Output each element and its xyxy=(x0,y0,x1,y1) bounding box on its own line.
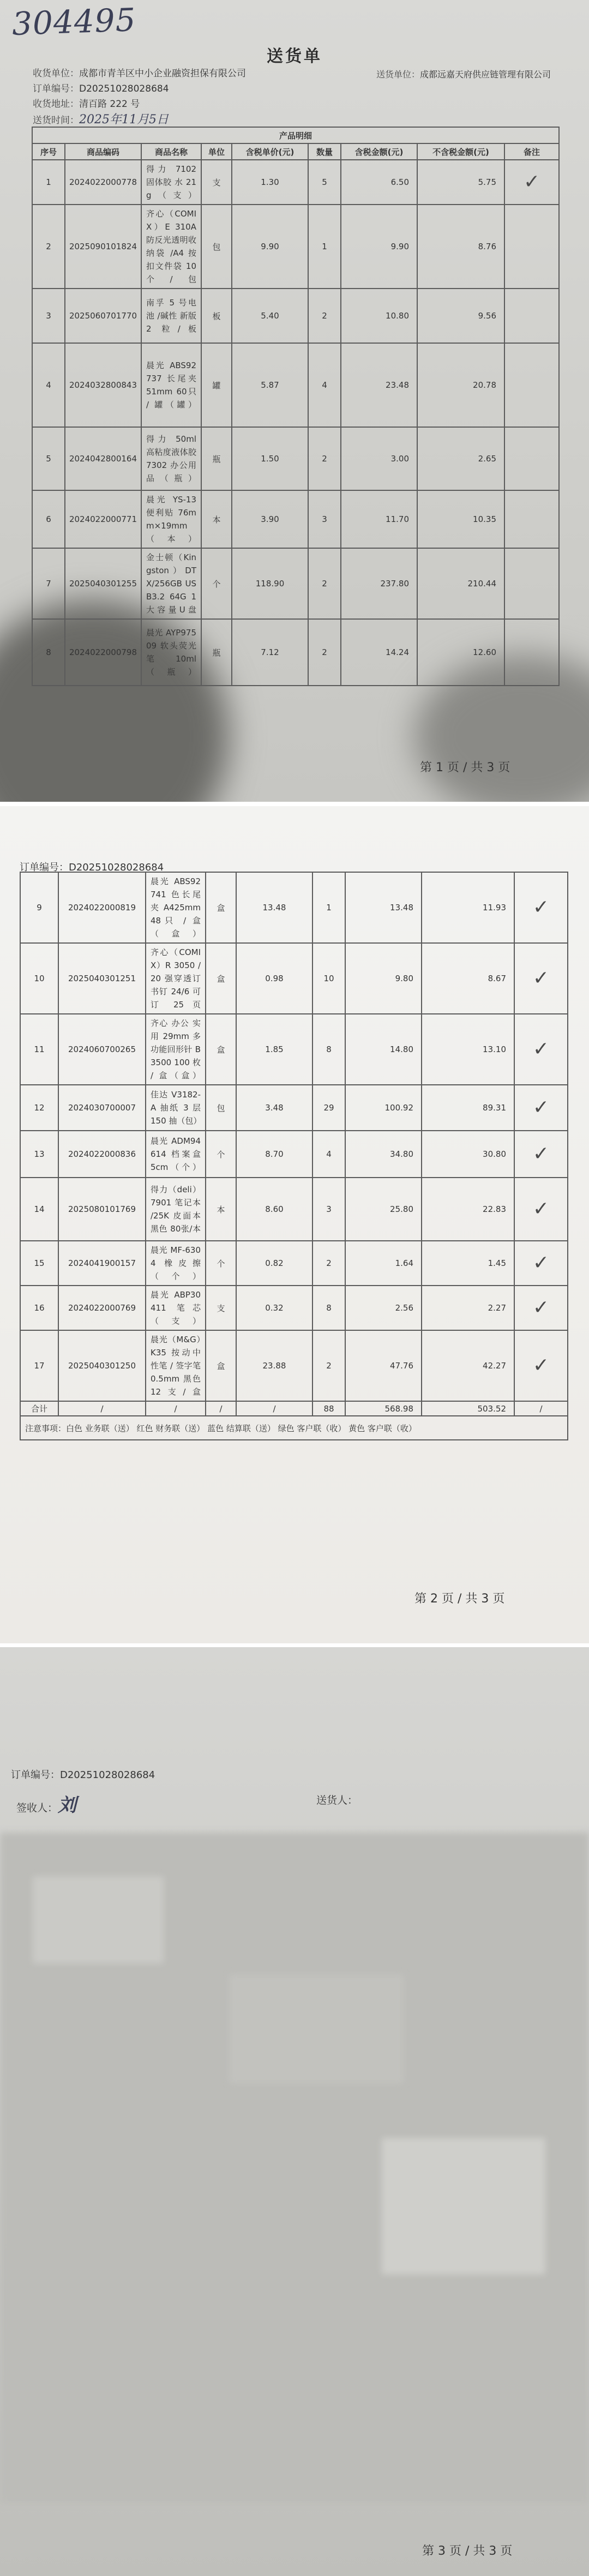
row-amount: 1.64 xyxy=(345,1241,422,1286)
row-remark xyxy=(504,619,559,686)
customer-name: 成都市青羊区中小企业融资担保有限公司 xyxy=(79,68,246,79)
row-code: 2024030700007 xyxy=(58,1085,146,1131)
row-unit: 盒 xyxy=(206,943,236,1014)
row-remark xyxy=(504,205,559,289)
row-net: 30.80 xyxy=(422,1131,514,1178)
col-header-no: 序号 xyxy=(32,143,65,160)
row-unit: 本 xyxy=(201,490,232,548)
row-price: 7.12 xyxy=(232,619,308,686)
supplier-line xyxy=(376,68,551,80)
col-header-net: 不含税金额(元) xyxy=(417,143,504,160)
row-no: 5 xyxy=(32,427,65,490)
row-code: 2024022000836 xyxy=(58,1131,146,1178)
row-price: 23.88 xyxy=(236,1330,312,1401)
row-remark: ✓ xyxy=(514,1014,568,1085)
order-label: 订单编号： xyxy=(33,83,79,94)
row-amount: 10.80 xyxy=(341,289,417,343)
row-unit: 支 xyxy=(206,1286,236,1330)
row-name: 得力 50ml 高粘度液体胶 7302 办公用品（瓶） xyxy=(141,427,201,490)
table-row xyxy=(32,548,559,619)
row-price: 8.60 xyxy=(236,1178,312,1241)
row-amount: 14.24 xyxy=(341,619,417,686)
row-net: 89.31 xyxy=(422,1085,514,1131)
row-amount: 14.80 xyxy=(345,1014,422,1085)
row-unit: 个 xyxy=(201,548,232,619)
receiver-label: 签收人： xyxy=(16,1802,58,1814)
row-price: 1.30 xyxy=(232,160,308,205)
row-net: 10.35 xyxy=(417,490,504,548)
notes-row: 注意事项：白色 业务联（送） 红色 财务联（送） 蓝色 结算联（送） 绿色 客户联（收） 黄色 客户联（收） xyxy=(20,1416,568,1440)
row-remark: ✓ xyxy=(514,1178,568,1241)
row-no: 14 xyxy=(20,1178,58,1241)
row-no: 15 xyxy=(20,1241,58,1286)
row-no: 11 xyxy=(20,1014,58,1085)
row-name: 晨光 YS-13 便利贴 76mm×19mm（本） xyxy=(141,490,201,548)
row-code: 2024022000819 xyxy=(58,872,146,943)
row-no: 17 xyxy=(20,1330,58,1401)
page-1 xyxy=(0,0,589,802)
row-name: 晨光 AYP97509 软头荧光笔 10ml（瓶） xyxy=(141,619,201,686)
row-unit: 个 xyxy=(206,1241,236,1286)
row-net: 8.76 xyxy=(417,205,504,289)
col-header-code: 商品编码 xyxy=(65,143,141,160)
table-row xyxy=(20,1014,568,1085)
page-2 xyxy=(0,806,589,1643)
document-title: 送货单 xyxy=(267,47,322,66)
row-no: 4 xyxy=(32,343,65,427)
row-qty: 1 xyxy=(312,872,345,943)
customer-line xyxy=(33,65,246,79)
address-label: 收货地址： xyxy=(33,99,79,110)
row-code: 2025040301250 xyxy=(58,1330,146,1401)
row-remark: ✓ xyxy=(504,160,559,205)
row-code: 2024022000798 xyxy=(65,619,141,686)
table-row xyxy=(20,1286,568,1330)
table-row xyxy=(32,490,559,548)
sender-line xyxy=(316,1792,358,1807)
table-row xyxy=(20,943,568,1014)
table-row xyxy=(32,160,559,205)
row-qty: 3 xyxy=(312,1178,345,1241)
page-number-1: 第 1 页 / 共 3 页 xyxy=(420,761,510,774)
col-header-name: 商品名称 xyxy=(141,143,201,160)
table-row xyxy=(32,289,559,343)
receiver-signature: 刘 xyxy=(58,1794,77,1816)
sender-label: 送货人： xyxy=(316,1794,358,1806)
product-table-page2 xyxy=(20,872,568,1440)
row-no: 1 xyxy=(32,160,65,205)
handwritten-number: 304495 xyxy=(11,1,137,43)
row-unit: 罐 xyxy=(201,343,232,427)
order-number-page3: 订单编号：D20251028028684 xyxy=(11,1769,155,1781)
row-qty: 2 xyxy=(308,619,341,686)
row-unit: 个 xyxy=(206,1131,236,1178)
row-price: 0.32 xyxy=(236,1286,312,1330)
row-name: 晨光（M&G）K35 按动中性笔 / 签字笔 0.5mm 黑色 12支/盒 xyxy=(146,1330,206,1401)
row-qty: 5 xyxy=(308,160,341,205)
row-qty: 29 xyxy=(312,1085,345,1131)
row-qty: 2 xyxy=(312,1241,345,1286)
row-name: 晨光 ABP30411 笔芯（支） xyxy=(146,1286,206,1330)
col-header-qty: 数量 xyxy=(308,143,341,160)
col-header-price: 含税单价(元) xyxy=(232,143,308,160)
supplier-label: 送货单位： xyxy=(376,69,420,80)
receiver-line xyxy=(16,1790,76,1817)
row-unit: 盒 xyxy=(206,1330,236,1401)
table-row xyxy=(32,619,559,686)
row-name: 晨光 ABS92737 长尾夹 51mm 60只 / 罐（罐） xyxy=(141,343,201,427)
row-code: 2025040301251 xyxy=(58,943,146,1014)
table-row xyxy=(20,872,568,943)
row-amount: 34.80 xyxy=(345,1131,422,1178)
row-net: 5.75 xyxy=(417,160,504,205)
table-header-row xyxy=(32,143,559,160)
row-no: 6 xyxy=(32,490,65,548)
delivery-time-line xyxy=(33,110,169,127)
row-qty: 10 xyxy=(312,943,345,1014)
row-name: 得力 7102 固体胶 水 21g（支） xyxy=(141,160,201,205)
row-unit: 盒 xyxy=(206,872,236,943)
row-code: 2024032800843 xyxy=(65,343,141,427)
row-qty: 4 xyxy=(312,1131,345,1178)
total-qty: 88 xyxy=(312,1401,345,1416)
col-header-unit: 单位 xyxy=(201,143,232,160)
row-qty: 3 xyxy=(308,490,341,548)
address-line xyxy=(33,96,140,110)
total-c5: / xyxy=(236,1401,312,1416)
row-qty: 2 xyxy=(308,427,341,490)
row-price: 3.48 xyxy=(236,1085,312,1131)
row-qty: 8 xyxy=(312,1286,345,1330)
row-code: 2025090101824 xyxy=(65,205,141,289)
row-price: 1.50 xyxy=(232,427,308,490)
row-net: 2.27 xyxy=(422,1286,514,1330)
row-price: 8.70 xyxy=(236,1131,312,1178)
delivery-date-handwritten: 2025年11月5日 xyxy=(79,113,169,127)
table-row xyxy=(20,1085,568,1131)
row-no: 16 xyxy=(20,1286,58,1330)
row-amount: 9.80 xyxy=(345,943,422,1014)
row-amount: 6.50 xyxy=(341,160,417,205)
total-c4: / xyxy=(206,1401,236,1416)
order-number-page2: 订单编号：D20251028028684 xyxy=(20,862,164,873)
row-remark: ✓ xyxy=(514,1286,568,1330)
row-price: 13.48 xyxy=(236,872,312,943)
row-remark: ✓ xyxy=(514,1330,568,1401)
row-price: 0.98 xyxy=(236,943,312,1014)
total-amount: 568.98 xyxy=(345,1401,422,1416)
row-unit: 瓶 xyxy=(201,619,232,686)
row-unit: 包 xyxy=(201,205,232,289)
row-amount: 13.48 xyxy=(345,872,422,943)
row-name: 金士顿（Kingston）DTX/256GB USB3.2 64G 1 大容量U盘 xyxy=(141,548,201,619)
row-price: 0.82 xyxy=(236,1241,312,1286)
row-amount: 100.92 xyxy=(345,1085,422,1131)
row-code: 2024060700265 xyxy=(58,1014,146,1085)
row-no: 7 xyxy=(32,548,65,619)
table-row xyxy=(20,1241,568,1286)
row-name: 南孚 5 号电池 /碱性 新版 2 粒/板 xyxy=(141,289,201,343)
row-no: 8 xyxy=(32,619,65,686)
row-unit: 包 xyxy=(206,1085,236,1131)
row-price: 3.90 xyxy=(232,490,308,548)
row-net: 13.10 xyxy=(422,1014,514,1085)
row-code: 2025040301255 xyxy=(65,548,141,619)
col-header-amount: 含税金额(元) xyxy=(341,143,417,160)
address-value: 清百路 222 号 xyxy=(79,99,140,110)
row-net: 2.65 xyxy=(417,427,504,490)
row-net: 12.60 xyxy=(417,619,504,686)
row-qty: 4 xyxy=(308,343,341,427)
row-qty: 2 xyxy=(308,289,341,343)
row-amount: 47.76 xyxy=(345,1330,422,1401)
row-no: 3 xyxy=(32,289,65,343)
total-c3: / xyxy=(146,1401,206,1416)
total-net: 503.52 xyxy=(422,1401,514,1416)
row-remark: ✓ xyxy=(514,1085,568,1131)
row-name: 晨光 ABS92741 色长尾夹 A425mm 48只 / 盒（盒） xyxy=(146,872,206,943)
row-qty: 2 xyxy=(312,1330,345,1401)
row-remark xyxy=(504,289,559,343)
total-row xyxy=(20,1401,568,1416)
row-code: 2024041900157 xyxy=(58,1241,146,1286)
row-name: 得力（deli）7901 笔记本 /25K 皮面本 黑色 80张/本 xyxy=(146,1178,206,1241)
row-unit: 支 xyxy=(201,160,232,205)
row-price: 5.40 xyxy=(232,289,308,343)
row-name: 佳达 V3182-A 抽纸 3 层 150 抽（包） xyxy=(146,1085,206,1131)
row-code: 2024022000771 xyxy=(65,490,141,548)
order-number-line xyxy=(33,81,169,94)
row-net: 210.44 xyxy=(417,548,504,619)
order-number: D20251028028684 xyxy=(79,83,169,94)
page-number-3: 第 3 页 / 共 3 页 xyxy=(422,2544,513,2558)
row-name: 晨光 ADM94614 档案盒 5cm（个） xyxy=(146,1131,206,1178)
row-price: 9.90 xyxy=(232,205,308,289)
col-header-remark: 备注 xyxy=(504,143,559,160)
row-qty: 1 xyxy=(308,205,341,289)
row-no: 12 xyxy=(20,1085,58,1131)
row-remark xyxy=(504,427,559,490)
row-amount: 237.80 xyxy=(341,548,417,619)
row-remark: ✓ xyxy=(514,1131,568,1178)
row-code: 2024042800164 xyxy=(65,427,141,490)
row-unit: 板 xyxy=(201,289,232,343)
supplier-name: 成都远嘉天府供应链管理有限公司 xyxy=(420,69,551,80)
row-remark xyxy=(504,343,559,427)
row-qty: 8 xyxy=(312,1014,345,1085)
row-remark: ✓ xyxy=(514,943,568,1014)
row-net: 11.93 xyxy=(422,872,514,943)
row-remark xyxy=(504,490,559,548)
row-code: 2025080101769 xyxy=(58,1178,146,1241)
table-row xyxy=(32,343,559,427)
table-section-title: 产品明细 xyxy=(32,127,559,143)
table-row xyxy=(32,427,559,490)
total-label: 合计 xyxy=(20,1401,58,1416)
row-net: 42.27 xyxy=(422,1330,514,1401)
table-row xyxy=(20,1131,568,1178)
row-unit: 盒 xyxy=(206,1014,236,1085)
row-amount: 23.48 xyxy=(341,343,417,427)
row-remark: ✓ xyxy=(514,1241,568,1286)
row-remark: ✓ xyxy=(514,872,568,943)
row-amount: 25.80 xyxy=(345,1178,422,1241)
table-row xyxy=(20,1178,568,1241)
row-amount: 9.90 xyxy=(341,205,417,289)
row-code: 2024022000769 xyxy=(58,1286,146,1330)
row-qty: 2 xyxy=(308,548,341,619)
table-row xyxy=(32,205,559,289)
row-unit: 本 xyxy=(206,1178,236,1241)
product-table-page1 xyxy=(32,127,560,686)
row-net: 9.56 xyxy=(417,289,504,343)
row-amount: 2.56 xyxy=(345,1286,422,1330)
row-code: 2025060701770 xyxy=(65,289,141,343)
row-net: 22.83 xyxy=(422,1178,514,1241)
time-label: 送货时间： xyxy=(33,115,79,126)
row-name: 齐心 办公 实用 29mm 多功能回形针 B3500 100 枚 / 盒（盒） xyxy=(146,1014,206,1085)
row-amount: 3.00 xyxy=(341,427,417,490)
total-c2: / xyxy=(58,1401,146,1416)
row-net: 20.78 xyxy=(417,343,504,427)
table-row xyxy=(20,1330,568,1401)
row-price: 1.85 xyxy=(236,1014,312,1085)
total-c9: / xyxy=(514,1401,568,1416)
row-unit: 瓶 xyxy=(201,427,232,490)
row-no: 13 xyxy=(20,1131,58,1178)
row-amount: 11.70 xyxy=(341,490,417,548)
row-price: 5.87 xyxy=(232,343,308,427)
row-no: 2 xyxy=(32,205,65,289)
row-price: 118.90 xyxy=(232,548,308,619)
row-no: 10 xyxy=(20,943,58,1014)
row-no: 9 xyxy=(20,872,58,943)
customer-label: 收货单位： xyxy=(33,68,79,79)
row-remark xyxy=(504,548,559,619)
row-name: 齐心（COMIX）E 310A 防反光透明收纳袋 /A4 按扣文件袋 10个/包 xyxy=(141,205,201,289)
row-name: 齐心（COMIX）R 3050 / 20 强穿透订书钉 24/6 可订 25 页 xyxy=(146,943,206,1014)
page-3 xyxy=(0,1647,589,2576)
row-name: 晨光 MF-6304 橡皮擦（个） xyxy=(146,1241,206,1286)
row-code: 2024022000778 xyxy=(65,160,141,205)
row-net: 1.45 xyxy=(422,1241,514,1286)
page-number-2: 第 2 页 / 共 3 页 xyxy=(414,1592,505,1606)
row-net: 8.67 xyxy=(422,943,514,1014)
